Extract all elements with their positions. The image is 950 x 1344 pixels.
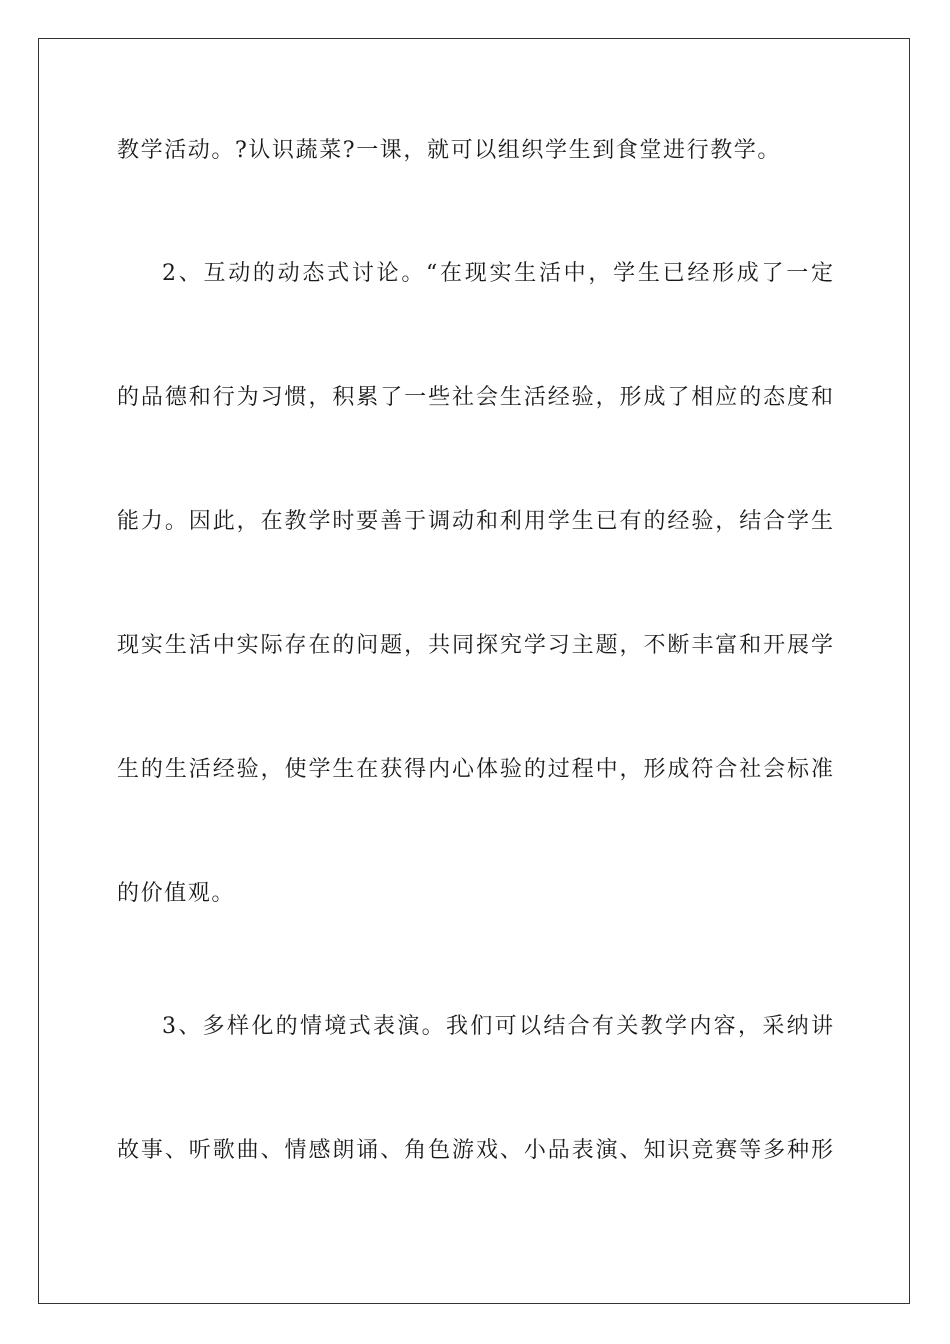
text-line: 能力。因此，在教学时要善于调动和利用学生已有的经验，结合学生 bbox=[117, 509, 833, 534]
text-line: 教学活动。?认识蔬菜?一课，就可以组织学生到食堂进行教学。 bbox=[117, 138, 781, 163]
text-line: 现实生活中实际存在的问题，共同探究学习主题，不断丰富和开展学 bbox=[117, 633, 833, 658]
page-frame bbox=[38, 38, 910, 1304]
paragraph-start-line: 2、互动的动态式讨论。“在现实生活中，学生已经形成了一定 bbox=[162, 261, 833, 286]
text-line: 生的生活经验，使学生在获得内心体验的过程中，形成符合社会标准 bbox=[117, 757, 833, 782]
text-line: 的品德和行为习惯，积累了一些社会生活经验，形成了相应的态度和 bbox=[117, 385, 833, 410]
paragraph-start-line: 3、多样化的情境式表演。我们可以结合有关教学内容，采纳讲 bbox=[162, 1014, 833, 1039]
text-line: 故事、听歌曲、情感朗诵、角色游戏、小品表演、知识竞赛等多种形 bbox=[117, 1138, 833, 1163]
text-line: 的价值观。 bbox=[117, 881, 236, 906]
